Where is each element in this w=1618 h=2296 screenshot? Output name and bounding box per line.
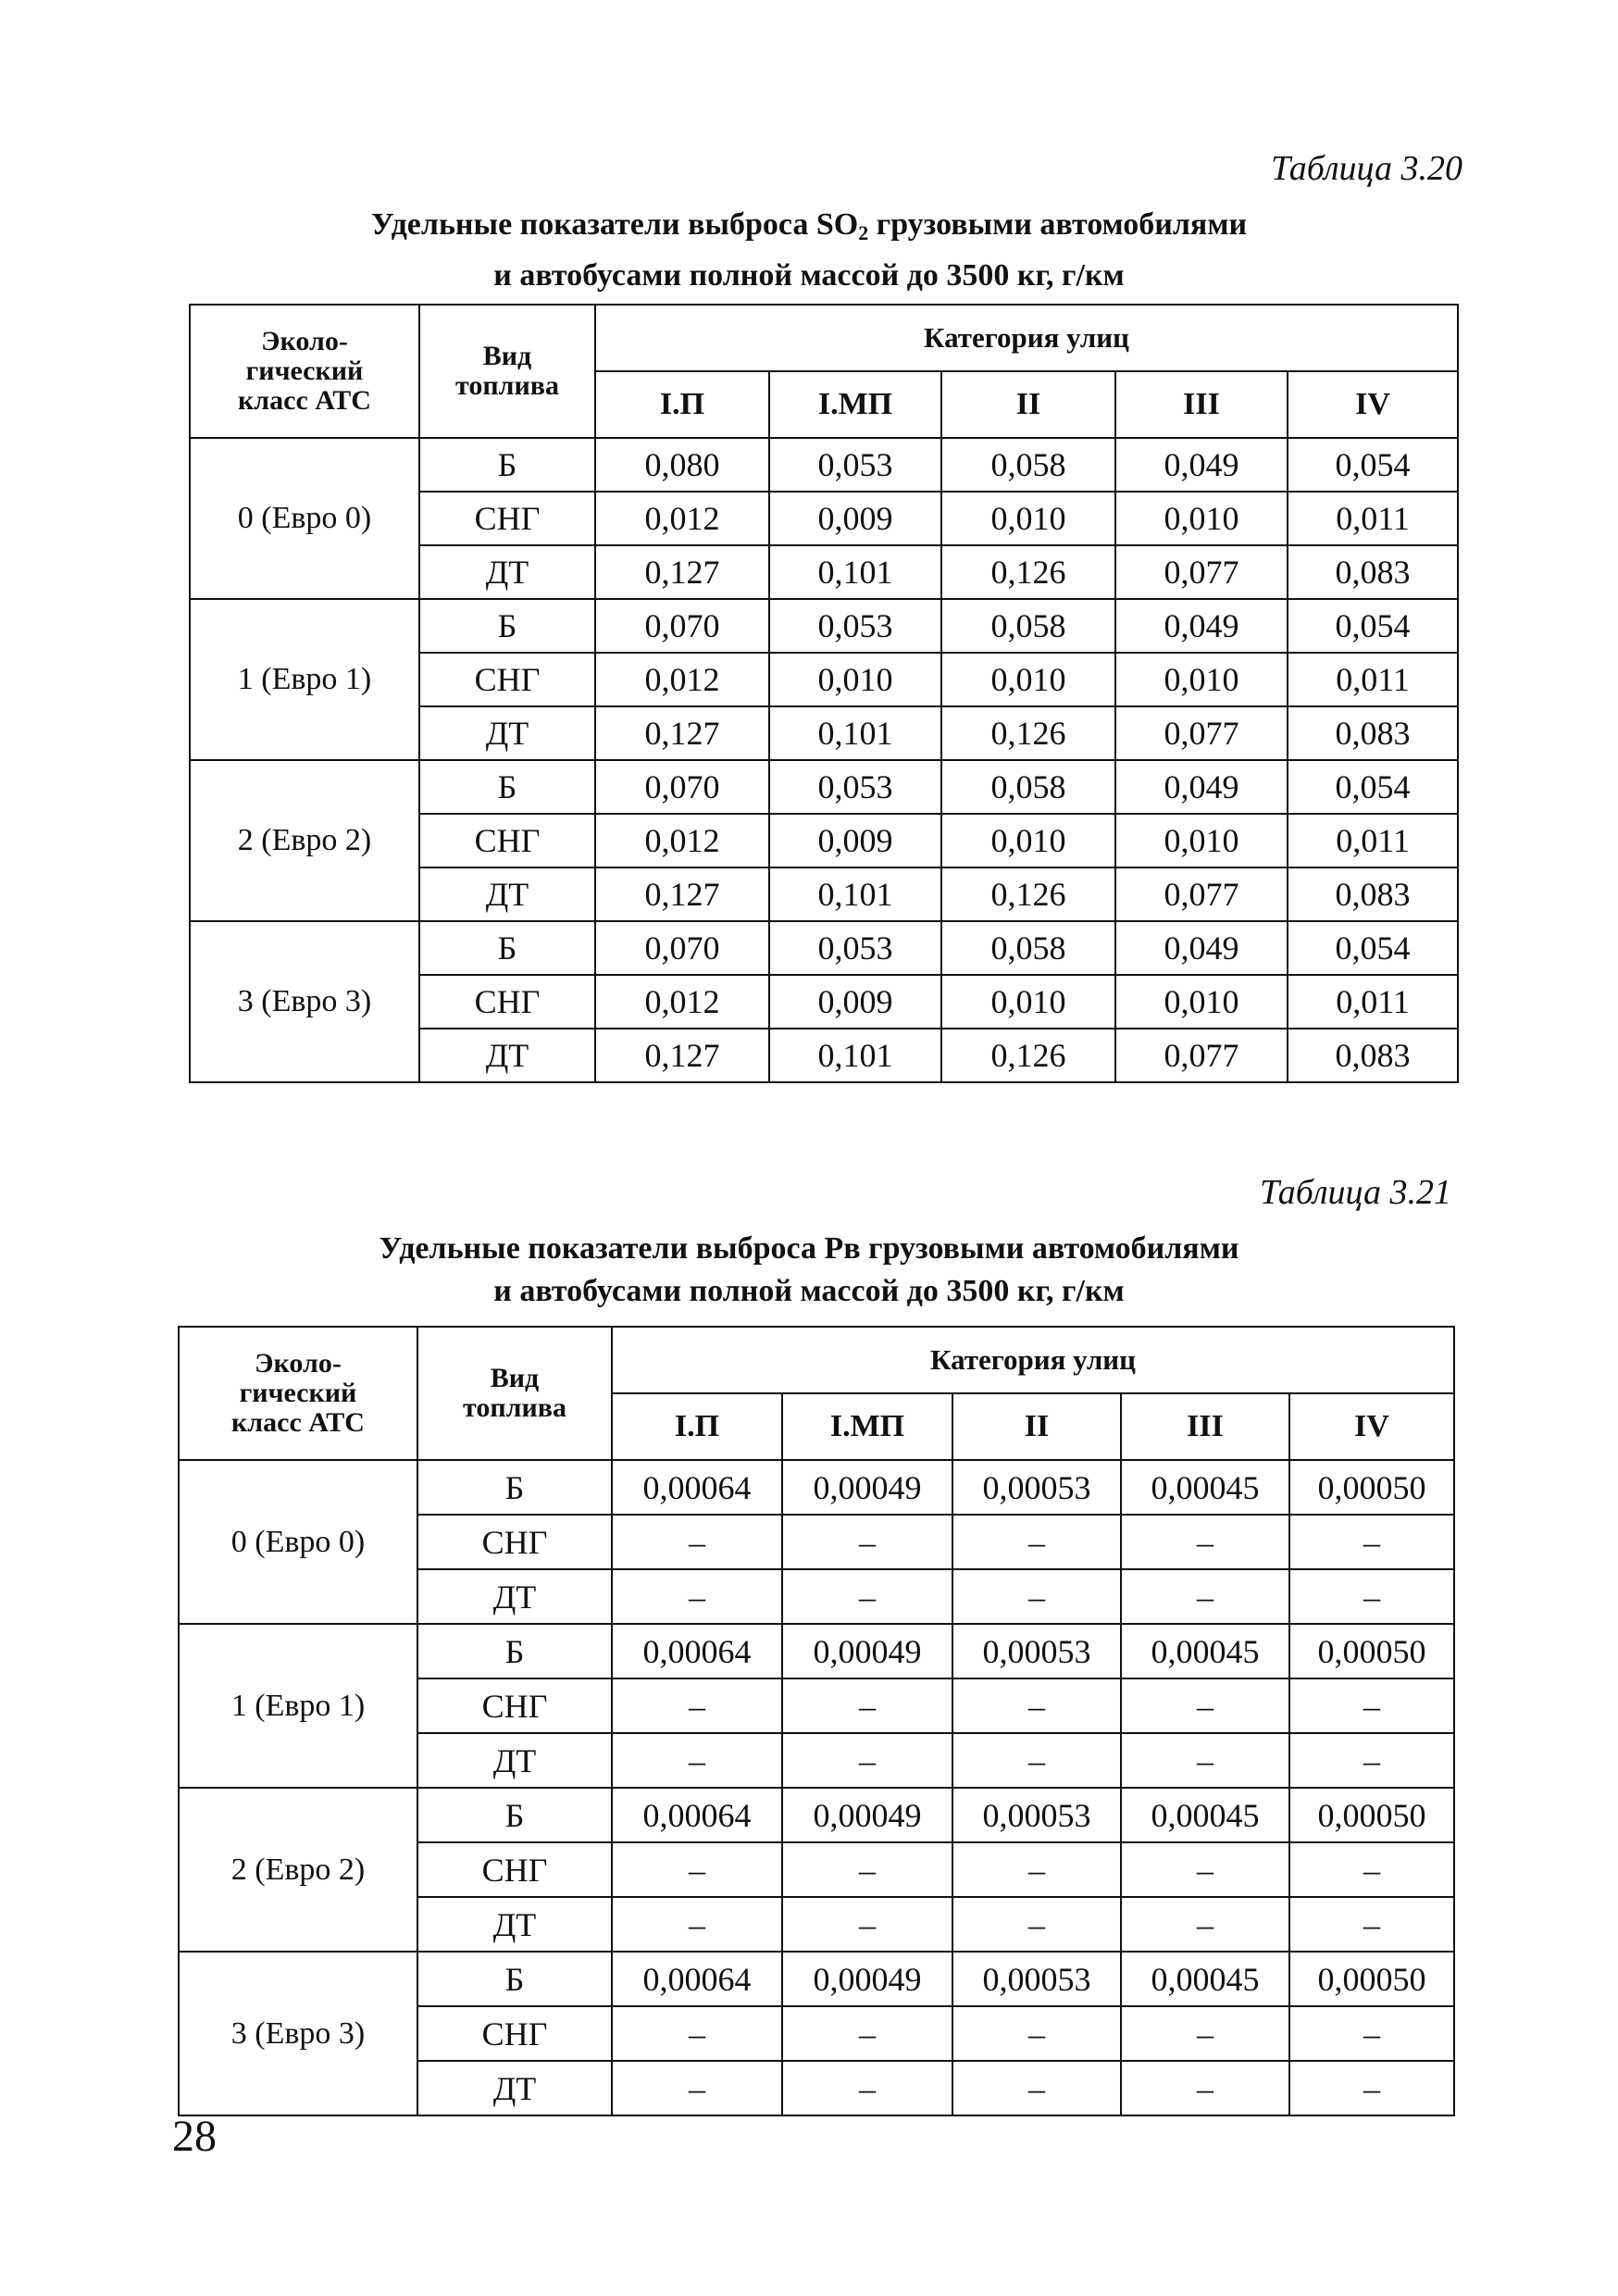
value-cell: –	[952, 1842, 1121, 1897]
header-category: I.МП	[769, 371, 941, 438]
value-cell: –	[612, 2006, 782, 2061]
fuel-type-cell: Б	[417, 1624, 612, 1678]
value-cell: 0,058	[941, 760, 1115, 814]
fuel-type-cell: СНГ	[419, 814, 595, 867]
value-cell: 0,00064	[612, 1788, 782, 1842]
value-cell: 0,012	[595, 975, 769, 1029]
fuel-type-cell: Б	[419, 438, 595, 492]
value-cell: –	[782, 1733, 952, 1788]
value-cell: –	[782, 1515, 952, 1569]
fuel-type-cell: ДТ	[419, 1029, 595, 1082]
value-cell: –	[612, 1515, 782, 1569]
table-title-line1: Удельные показатели выброса Рв грузовыми автомобилями	[379, 1231, 1239, 1266]
fuel-type-cell: СНГ	[419, 975, 595, 1029]
table-title-line1: Удельные показатели выброса $SO_2$ грузовыми автомобилями	[370, 207, 1248, 244]
value-cell: 0,101	[769, 706, 941, 760]
value-cell: 0,127	[595, 867, 769, 921]
value-cell: 0,012	[595, 814, 769, 867]
fuel-type-cell: СНГ	[419, 492, 595, 545]
value-cell: 0,058	[941, 599, 1115, 653]
value-cell: 0,049	[1115, 599, 1288, 653]
value-cell: 0,058	[941, 921, 1115, 975]
value-cell: 0,00045	[1121, 1952, 1289, 2006]
table-row	[179, 1788, 1454, 1842]
emission-table-3-20	[189, 304, 1459, 1083]
value-cell: 0,010	[941, 814, 1115, 867]
value-cell: 0,126	[941, 545, 1115, 599]
eco-class-cell: 1 (Евро 1)	[190, 599, 419, 760]
value-cell: 0,012	[595, 653, 769, 706]
value-cell: –	[612, 1569, 782, 1624]
header-category: II	[941, 371, 1115, 438]
header-category: IV	[1289, 1393, 1454, 1460]
page-number: 28	[172, 2112, 217, 2161]
table-row	[179, 1624, 1454, 1678]
fuel-type-cell: СНГ	[417, 1515, 612, 1569]
value-cell: 0,101	[769, 545, 941, 599]
value-cell: –	[612, 1842, 782, 1897]
value-cell: 0,127	[595, 1029, 769, 1082]
value-cell: 0,053	[769, 438, 941, 492]
value-cell: 0,010	[1115, 975, 1288, 1029]
value-cell: 0,00053	[952, 1460, 1121, 1515]
value-cell: 0,009	[769, 814, 941, 867]
value-cell: –	[1121, 1897, 1289, 1952]
header-street-category: Категория улиц	[612, 1327, 1454, 1393]
value-cell: –	[1121, 1515, 1289, 1569]
fuel-type-cell: Б	[417, 1460, 612, 1515]
table-number-3-21: Таблица 3.21	[1260, 1173, 1451, 1212]
header-fuel-type: Вид топлива	[417, 1327, 612, 1460]
table-title-3-21	[0, 1228, 1618, 1313]
eco-class-cell: 2 (Евро 2)	[190, 760, 419, 921]
value-cell: 0,00053	[952, 1788, 1121, 1842]
value-cell: –	[1121, 2061, 1289, 2115]
value-cell: –	[612, 1897, 782, 1952]
fuel-type-cell: ДТ	[417, 1897, 612, 1952]
eco-class-cell: 3 (Евро 3)	[190, 921, 419, 1082]
value-cell: –	[952, 1569, 1121, 1624]
fuel-type-cell: ДТ	[417, 1569, 612, 1624]
value-cell: –	[782, 2061, 952, 2115]
fuel-type-cell: СНГ	[417, 1842, 612, 1897]
value-cell: 0,077	[1115, 545, 1288, 599]
value-cell: –	[952, 1678, 1121, 1733]
fuel-type-cell: Б	[419, 921, 595, 975]
value-cell: 0,053	[769, 921, 941, 975]
value-cell: –	[1289, 1678, 1454, 1733]
header-category: I.МП	[782, 1393, 952, 1460]
fuel-type-cell: Б	[417, 1952, 612, 2006]
fuel-type-cell: СНГ	[419, 653, 595, 706]
value-cell: 0,010	[941, 975, 1115, 1029]
value-cell: 0,011	[1288, 814, 1458, 867]
value-cell: 0,00050	[1289, 1788, 1454, 1842]
value-cell: –	[1289, 2061, 1454, 2115]
eco-class-cell: 0 (Евро 0)	[190, 438, 419, 599]
value-cell: 0,080	[595, 438, 769, 492]
header-eco-class: Эколо- гический класс АТС	[179, 1327, 417, 1460]
value-cell: 0,053	[769, 760, 941, 814]
table-title-line2: и автобусами полной массой до 3500 кг, г/км	[493, 1274, 1125, 1308]
value-cell: 0,101	[769, 867, 941, 921]
value-cell: 0,083	[1288, 867, 1458, 921]
value-cell: –	[782, 1569, 952, 1624]
header-street-category: Категория улиц	[595, 305, 1458, 371]
table-row	[190, 921, 1458, 975]
value-cell: 0,126	[941, 706, 1115, 760]
value-cell: 0,054	[1288, 599, 1458, 653]
eco-class-cell: 3 (Евро 3)	[179, 1952, 417, 2115]
value-cell: 0,00064	[612, 1460, 782, 1515]
value-cell: –	[612, 1733, 782, 1788]
value-cell: 0,083	[1288, 545, 1458, 599]
header-eco-class: Эколо- гический класс АТС	[190, 305, 419, 438]
fuel-type-cell: ДТ	[419, 545, 595, 599]
header-category: II	[952, 1393, 1121, 1460]
value-cell: 0,083	[1288, 1029, 1458, 1082]
eco-class-cell: 1 (Евро 1)	[179, 1624, 417, 1788]
value-cell: 0,054	[1288, 921, 1458, 975]
value-cell: 0,077	[1115, 1029, 1288, 1082]
value-cell: 0,127	[595, 706, 769, 760]
value-cell: –	[782, 1842, 952, 1897]
value-cell: 0,010	[941, 653, 1115, 706]
value-cell: 0,054	[1288, 760, 1458, 814]
value-cell: 0,00064	[612, 1952, 782, 2006]
value-cell: –	[1289, 2006, 1454, 2061]
value-cell: 0,00050	[1289, 1624, 1454, 1678]
value-cell: –	[612, 2061, 782, 2115]
emission-table-3-21	[178, 1326, 1455, 2116]
value-cell: 0,00050	[1289, 1952, 1454, 2006]
value-cell: 0,00053	[952, 1952, 1121, 2006]
value-cell: 0,010	[1115, 814, 1288, 867]
value-cell: –	[952, 2006, 1121, 2061]
value-cell: –	[1289, 1842, 1454, 1897]
fuel-type-cell: Б	[417, 1788, 612, 1842]
value-cell: 0,049	[1115, 438, 1288, 492]
value-cell: 0,077	[1115, 706, 1288, 760]
value-cell: 0,00050	[1289, 1460, 1454, 1515]
value-cell: 0,00045	[1121, 1788, 1289, 1842]
value-cell: 0,011	[1288, 653, 1458, 706]
fuel-type-cell: ДТ	[417, 1733, 612, 1788]
value-cell: 0,127	[595, 545, 769, 599]
value-cell: 0,00049	[782, 1952, 952, 2006]
value-cell: –	[782, 1678, 952, 1733]
header-fuel-type: Вид топлива	[419, 305, 595, 438]
value-cell: –	[952, 1515, 1121, 1569]
fuel-type-cell: ДТ	[419, 867, 595, 921]
header-category: I.П	[595, 371, 769, 438]
table-title-3-20	[0, 204, 1618, 297]
value-cell: –	[1121, 1569, 1289, 1624]
value-cell: 0,070	[595, 921, 769, 975]
fuel-type-cell: ДТ	[419, 706, 595, 760]
value-cell: 0,054	[1288, 438, 1458, 492]
value-cell: –	[782, 1897, 952, 1952]
value-cell: 0,009	[769, 492, 941, 545]
table-row	[179, 1460, 1454, 1515]
value-cell: 0,011	[1288, 492, 1458, 545]
value-cell: 0,010	[941, 492, 1115, 545]
value-cell: 0,00053	[952, 1624, 1121, 1678]
value-cell: 0,010	[1115, 653, 1288, 706]
value-cell: 0,049	[1115, 760, 1288, 814]
value-cell: 0,00049	[782, 1460, 952, 1515]
eco-class-cell: 0 (Евро 0)	[179, 1460, 417, 1624]
value-cell: 0,077	[1115, 867, 1288, 921]
table-row	[190, 760, 1458, 814]
value-cell: –	[1289, 1897, 1454, 1952]
value-cell: 0,00045	[1121, 1460, 1289, 1515]
value-cell: –	[1121, 1678, 1289, 1733]
value-cell: 0,049	[1115, 921, 1288, 975]
table-number-3-20: Таблица 3.20	[1271, 149, 1462, 188]
value-cell: –	[612, 1678, 782, 1733]
value-cell: 0,010	[769, 653, 941, 706]
fuel-type-cell: Б	[419, 760, 595, 814]
value-cell: 0,009	[769, 975, 941, 1029]
fuel-type-cell: ДТ	[417, 2061, 612, 2115]
value-cell: 0,00049	[782, 1624, 952, 1678]
value-cell: –	[1121, 1733, 1289, 1788]
value-cell: –	[1121, 2006, 1289, 2061]
value-cell: 0,126	[941, 1029, 1115, 1082]
value-cell: 0,011	[1288, 975, 1458, 1029]
value-cell: 0,070	[595, 760, 769, 814]
header-category: III	[1115, 371, 1288, 438]
value-cell: 0,00064	[612, 1624, 782, 1678]
value-cell: –	[952, 2061, 1121, 2115]
table-row	[190, 438, 1458, 492]
value-cell: 0,083	[1288, 706, 1458, 760]
value-cell: 0,00045	[1121, 1624, 1289, 1678]
value-cell: –	[952, 1733, 1121, 1788]
fuel-type-cell: СНГ	[417, 2006, 612, 2061]
value-cell: –	[1121, 1842, 1289, 1897]
fuel-type-cell: СНГ	[417, 1678, 612, 1733]
value-cell: 0,126	[941, 867, 1115, 921]
eco-class-cell: 2 (Евро 2)	[179, 1788, 417, 1952]
value-cell: 0,070	[595, 599, 769, 653]
table-row	[179, 1952, 1454, 2006]
value-cell: –	[1289, 1515, 1454, 1569]
value-cell: 0,012	[595, 492, 769, 545]
header-category: IV	[1288, 371, 1458, 438]
table-row	[190, 599, 1458, 653]
value-cell: –	[1289, 1733, 1454, 1788]
value-cell: –	[1289, 1569, 1454, 1624]
header-category: I.П	[612, 1393, 782, 1460]
value-cell: 0,010	[1115, 492, 1288, 545]
value-cell: 0,058	[941, 438, 1115, 492]
header-category: III	[1121, 1393, 1289, 1460]
fuel-type-cell: Б	[419, 599, 595, 653]
value-cell: 0,053	[769, 599, 941, 653]
value-cell: –	[782, 2006, 952, 2061]
table-title-line2: и автобусами полной массой до 3500 кг, г/км	[493, 258, 1125, 293]
value-cell: 0,00049	[782, 1788, 952, 1842]
value-cell: –	[952, 1897, 1121, 1952]
value-cell: 0,101	[769, 1029, 941, 1082]
